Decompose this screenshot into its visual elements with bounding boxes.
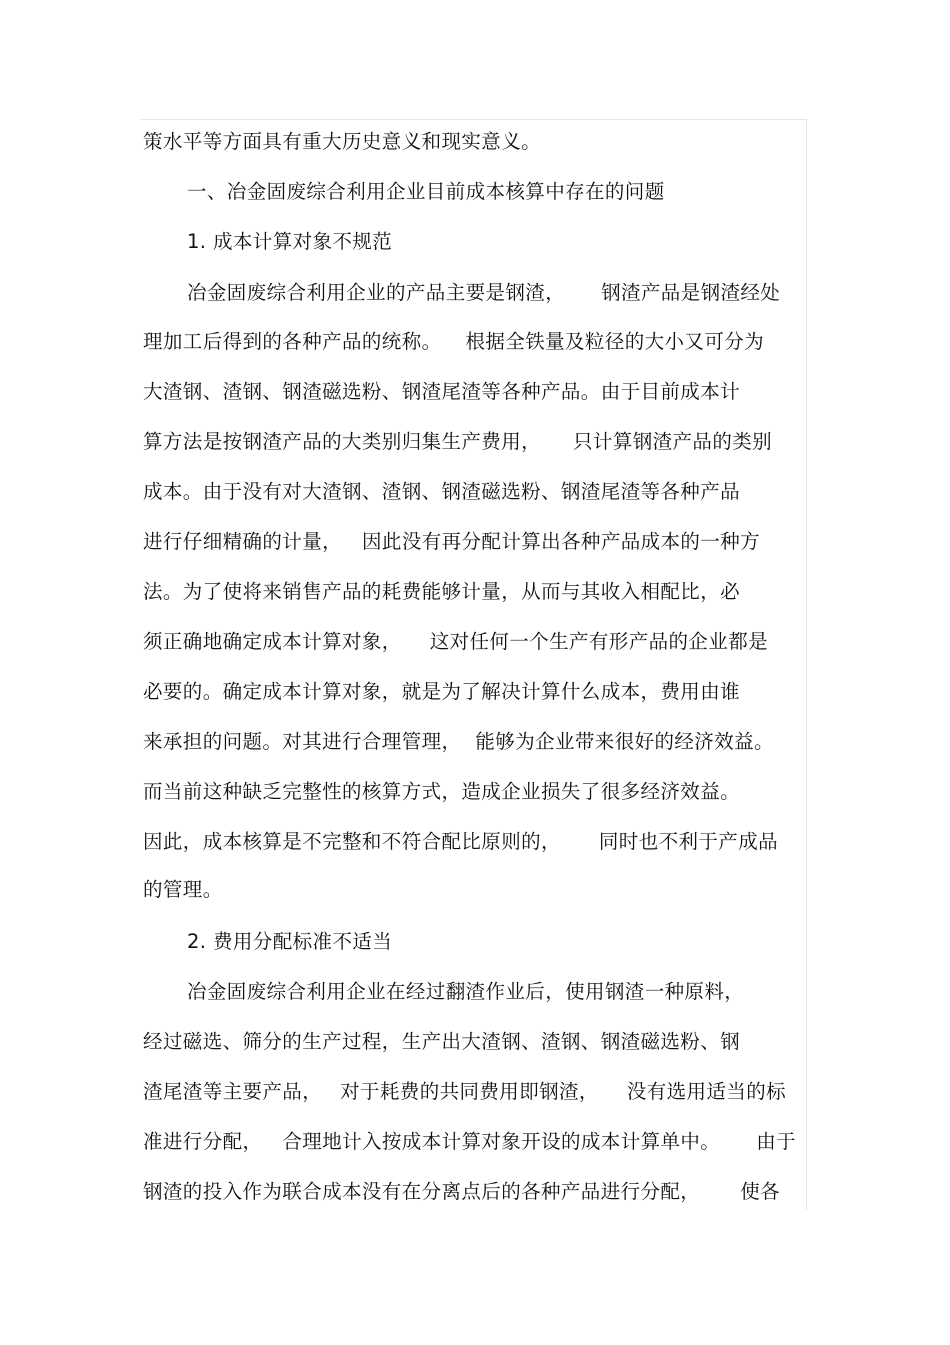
paragraph-line: 钢渣的投入作为联合成本没有在分离点后的各种产品进行分配， 使各 <box>143 1180 781 1203</box>
paragraph-line: 因此，成本核算是不完整和不符合配比原则的， 同时也不利于产成品 <box>143 830 779 853</box>
paragraph-line: 策水平等方面具有重大历史意义和现实意义。 <box>143 130 542 153</box>
paragraph-line: 的管理。 <box>143 878 223 901</box>
paragraph-line: 而当前这种缺乏完整性的核算方式，造成企业损失了很多经济效益。 <box>143 780 741 803</box>
paragraph-line: 须正确地确定成本计算对象， 这对任何一个生产有形产品的企业都是 <box>143 630 769 653</box>
paragraph-line: 成本。由于没有对大渣钢、渣钢、钢渣磁选粉、钢渣尾渣等各种产品 <box>143 480 741 503</box>
paragraph-line: 大渣钢、渣钢、钢渣磁选粉、钢渣尾渣等各种产品。由于目前成本计 <box>143 380 741 403</box>
paragraph-line: 理加工后得到的各种产品的统称。 根据全铁量及粒径的大小又可分为 <box>143 330 765 353</box>
section-heading: 一、冶金固废综合利用企业目前成本核算中存在的问题 <box>187 180 665 203</box>
paragraph-line: 经过磁选、筛分的生产过程，生产出大渣钢、渣钢、钢渣磁选粉、钢 <box>143 1030 741 1053</box>
paragraph-line: 算方法是按钢渣产品的大类别归集生产费用， 只计算钢渣产品的类别 <box>143 430 773 453</box>
paragraph-line: 法。为了使将来销售产品的耗费能够计量，从而与其收入相配比，必 <box>143 580 741 603</box>
paragraph-line: 渣尾渣等主要产品， 对于耗费的共同费用即钢渣， 没有选用适当的标 <box>143 1080 787 1103</box>
paragraph-line: 来承担的问题。对其进行合理管理， 能够为企业带来很好的经济效益。 <box>143 730 774 753</box>
paragraph-line: 冶金固废综合利用企业的产品主要是钢渣， 钢渣产品是钢渣经处 <box>187 281 781 304</box>
paragraph-line: 必要的。确定成本计算对象，就是为了解决计算什么成本，费用由谁 <box>143 680 741 703</box>
paragraph-line: 冶金固废综合利用企业在经过翻渣作业后，使用钢渣一种原料， <box>187 980 745 1003</box>
subsection-heading: 2. 费用分配标准不适当 <box>187 930 393 953</box>
subsection-heading: 1. 成本计算对象不规范 <box>187 230 393 253</box>
paragraph-line: 进行仔细精确的计量， 因此没有再分配计算出各种产品成本的一种方 <box>143 530 761 553</box>
paragraph-line: 准进行分配， 合理地计入按成本计算对象开设的成本计算单中。 由于 <box>143 1130 797 1153</box>
